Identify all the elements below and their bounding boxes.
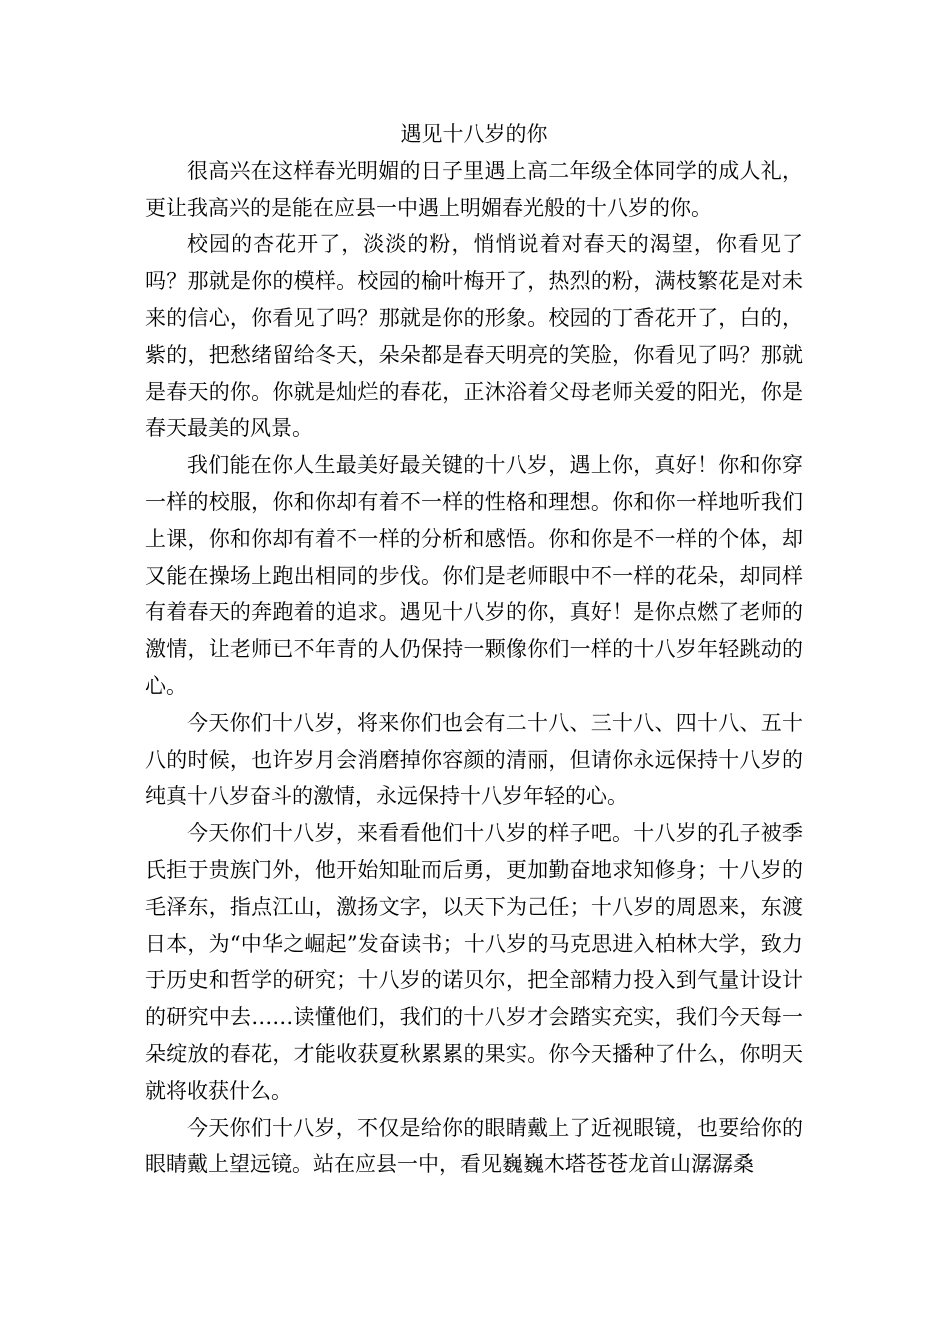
paragraph-6: 今天你们十八岁，不仅是给你的眼睛戴上了近视眼镜，也要给你的眼睛戴上望远镜。站在应县一中，看见巍巍木塔苍苍龙首山潺潺桑	[145, 1115, 803, 1177]
paragraph-3: 我们能在你人生最美好最关键的十八岁，遇上你，真好！你和你穿一样的校服，你和你却有着不一样的性格和理想。你和你一样地听我们上课，你和你却有着不一样的分析和感悟。你和你是不一样的个体，却又能在操场上跑出相同的步伐。你们是老师眼中不一样的花朵，却同样有着春天的奔跑着的追求。遇见十八岁的你，真好！是你点燃了老师的激情，让老师已不年青的人仍保持一颗像你们一样的十八岁年轻跳动的心。	[145, 453, 803, 698]
document-title: 遇见十八岁的你	[400, 122, 548, 146]
paragraph-1: 很高兴在这样春光明媚的日子里遇上高二年级全体同学的成人礼，更让我高兴的是能在应县一中遇上明媚春光般的十八岁的你。	[145, 158, 803, 220]
paragraph-2: 校园的杏花开了，淡淡的粉，悄悄说着对春天的渴望，你看见了吗？那就是你的模样。校园的榆叶梅开了，热烈的粉，满枝繁花是对未来的信心，你看见了吗？那就是你的形象。校园的丁香花开了，白的，紫的，把愁绪留给冬天，朵朵都是春天明亮的笑脸，你看见了吗？那就是春天的你。你就是灿烂的春花，正沐浴着父母老师关爱的阳光，你是春天最美的风景。	[145, 232, 803, 441]
paragraph-4: 今天你们十八岁，将来你们也会有二十八、三十八、四十八、五十八的时候，也许岁月会消磨掉你容颜的清丽，但请你永远保持十八岁的纯真十八岁奋斗的激情，永远保持十八岁年轻的心。	[145, 710, 803, 809]
document-page	[145, 116, 803, 1183]
paragraph-5: 今天你们十八岁，来看看他们十八岁的样子吧。十八岁的孔子被季氏拒于贵族门外，他开始知耻而后勇，更加勤奋地求知修身；十八岁的毛泽东，指点江山，激扬文字，以天下为己任；十八岁的周恩来，东渡日本，为“中华之崛起”发奋读书；十八岁的马克思进入柏林大学，致力于历史和哲学的研究；十八岁的诺贝尔，把全部精力投入到气量计设计的研究中去……读懂他们，我们的十八岁才会踏实充实，我们今天每一朵绽放的春花，才能收获夏秋累累的果实。你今天播种了什么，你明天就将收获什么。	[145, 821, 803, 1103]
